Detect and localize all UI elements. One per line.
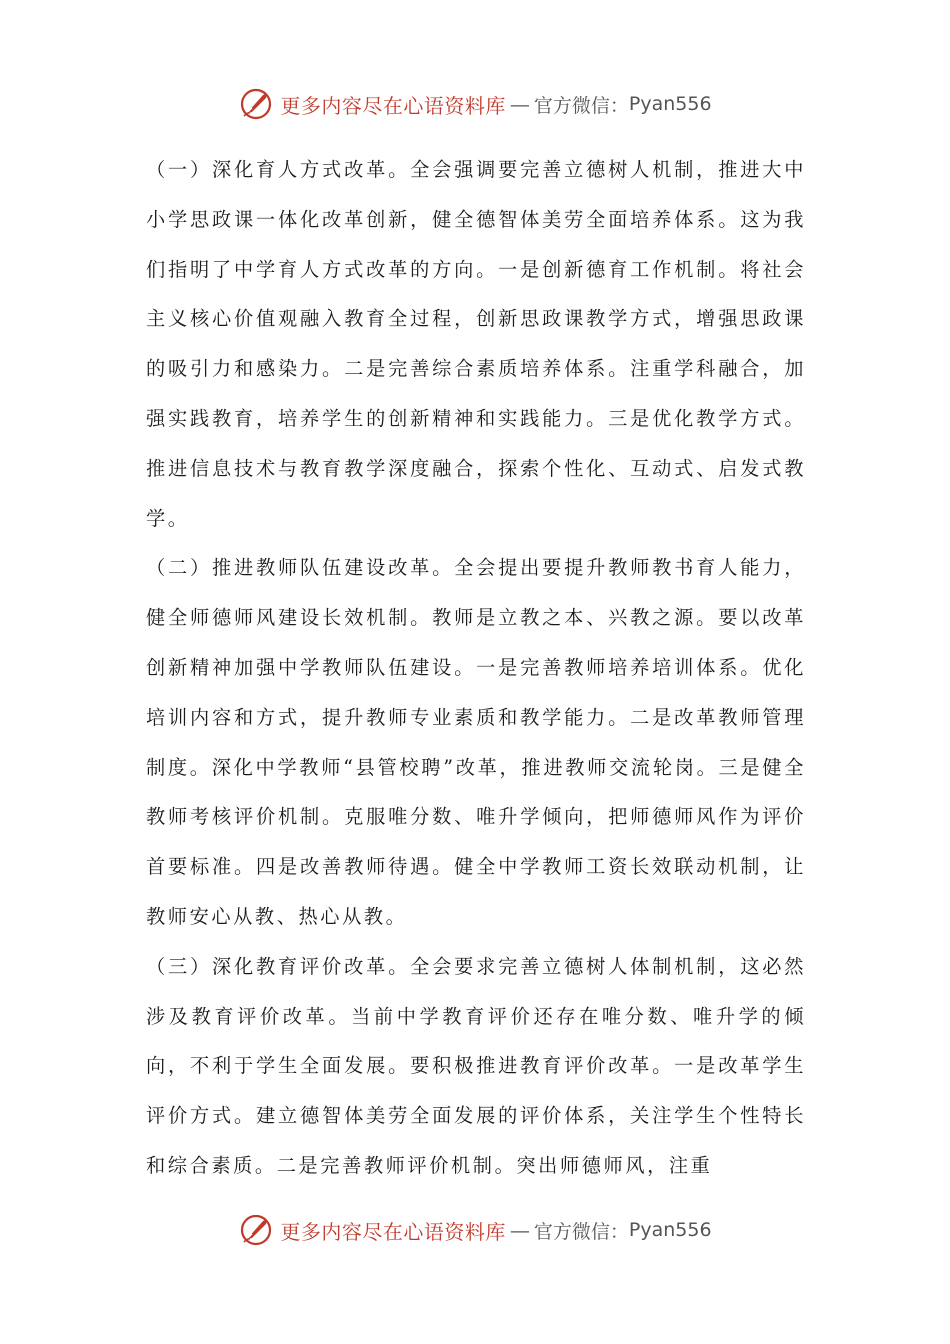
footer-banner — [0, 1210, 950, 1250]
header-wechat-id: Pyan556 — [628, 93, 712, 115]
header-brand-text: 更多内容尽在心语资料库 — [280, 93, 506, 118]
footer-dash: — — [509, 1218, 530, 1242]
header-banner — [0, 84, 950, 124]
paragraph-2: （二）推进教师队伍建设改革。全会提出要提升教师教书育人能力，健全师德师风建设长效机制。教师是立教之本、兴教之源。要以改革创新精神加强中学教师队伍建设。一是完善教师培养培训体系。优化培训内容和方式，提升教师专业素质和教学能力。二是改革教师管理制度。深化中学教师“县管校聘”改革，推进教师交流轮岗。三是健全教师考核评价机制。克服唯分数、唯升学倾向，把师德师风作为评价首要标准。四是改善教师待遇。健全中学教师工资长效联动机制，让教师安心从教、热心从教。 — [146, 556, 806, 928]
header-wechat-label: 官方微信： — [533, 94, 629, 117]
paragraph-1: （一）深化育人方式改革。全会强调要完善立德树人机制，推进大中小学思政课一体化改革创新，健全德智体美劳全面培养体系。这为我们指明了中学育人方式改革的方向。一是创新德育工作机制。将社会主义核心价值观融入教育全过程，创新思政课教学方式，增强思政课的吸引力和感染力。二是完善综合素质培养体系。注重学科融合，加强实践教育，培养学生的创新精神和实践能力。三是优化教学方式。推进信息技术与教育教学深度融合，探索个性化、互动式、启发式教学。 — [146, 158, 806, 530]
document-body — [146, 145, 806, 1191]
quill-logo-icon — [238, 1212, 274, 1248]
paragraph-3: （三）深化教育评价改革。全会要求完善立德树人体制机制，这必然涉及教育评价改革。当前中学教育评价还存在唯分数、唯升学的倾向，不利于学生全面发展。要积极推进教育评价改革。一是改革学生评价方式。建立德智体美劳全面发展的评价体系，关注学生个性特长和综合素质。二是完善教师评价机制。突出师德师风，注重 — [146, 954, 806, 1177]
quill-logo-icon — [238, 86, 274, 122]
footer-wechat-id: Pyan556 — [628, 1219, 712, 1241]
footer-brand-text: 更多内容尽在心语资料库 — [280, 1219, 506, 1244]
footer-wechat-label: 官方微信： — [533, 1220, 629, 1243]
header-dash: — — [509, 92, 530, 116]
